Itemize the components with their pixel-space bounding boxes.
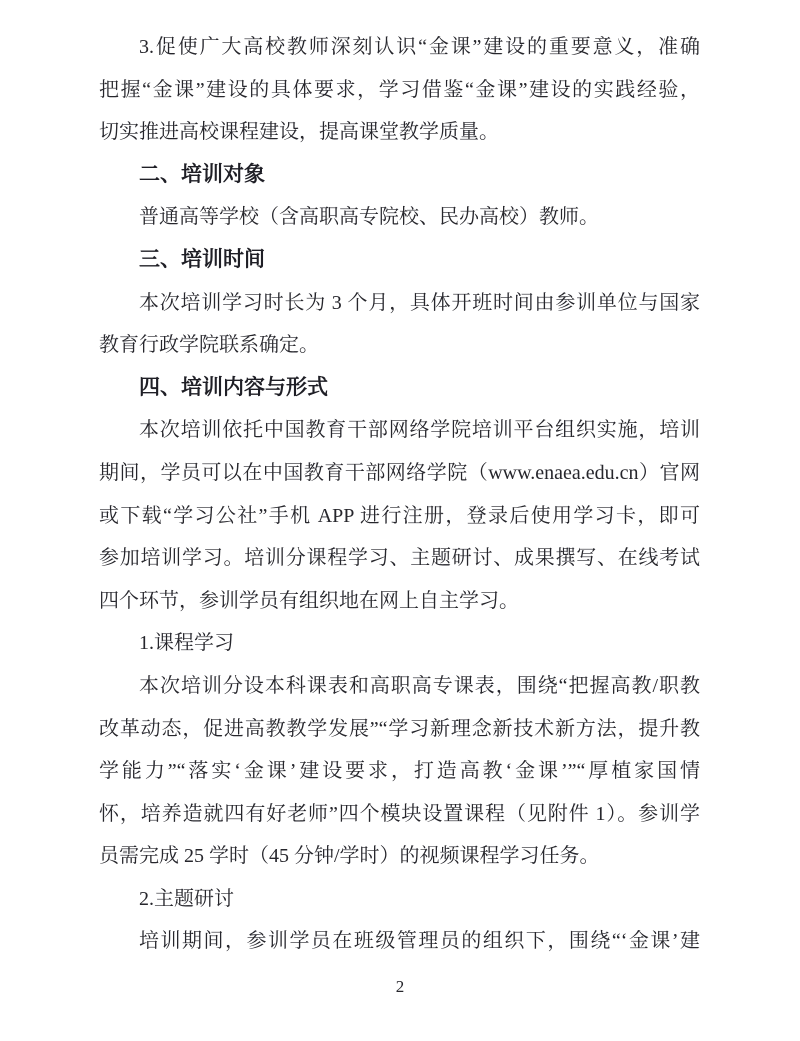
text-line: 3.促使广大高校教师深刻认识“金课”建设的重要意义，准确 <box>139 36 700 58</box>
numbered-subheading: 1.课程学习 <box>139 632 234 655</box>
paragraph <box>99 409 700 622</box>
section <box>99 239 700 282</box>
section <box>99 367 700 410</box>
paragraph <box>99 920 700 963</box>
text-line: 四个环节，参训学员有组织地在网上自主学习。 <box>99 589 519 612</box>
text-line: 本次培训分设本科课表和高职高专课表，围绕“把握高教/职教 <box>139 674 700 697</box>
paragraph <box>99 665 700 878</box>
document-content <box>99 26 700 963</box>
section-heading: 二、培训对象 <box>139 162 265 186</box>
subsection <box>99 622 700 665</box>
text-line: 改革动态，促进高教教学发展”“学习新理念新技术新方法，提升教 <box>99 717 700 740</box>
text-line: 培训期间，参训学员在班级管理员的组织下，围绕“‘金课’建 <box>139 930 700 953</box>
section-heading: 四、培训内容与形式 <box>139 375 328 399</box>
subsection <box>99 878 700 921</box>
paragraph <box>99 26 700 154</box>
numbered-subheading: 2.主题研讨 <box>139 887 234 910</box>
section <box>99 154 700 197</box>
text-line: 教育行政学院联系确定。 <box>99 334 319 357</box>
section-heading: 三、培训时间 <box>139 247 265 271</box>
page-number: 2 <box>395 977 405 996</box>
text-line: 把握“金课”建设的具体要求，学习借鉴“金课”建设的实践经验， <box>99 78 700 101</box>
paragraph <box>99 196 700 239</box>
text-line: 普通高等学校（含高职高专院校、民办高校）教师。 <box>139 206 599 229</box>
paragraph <box>99 282 700 367</box>
text-line: 本次培训依托中国教育干部网络学院培训平台组织实施，培训 <box>139 419 700 442</box>
text-line: 切实推进高校课程建设，提高课堂教学质量。 <box>99 121 499 144</box>
text-line: 本次培训学习时长为 3 个月，具体开班时间由参训单位与国家 <box>139 291 700 314</box>
text-line: 期间，学员可以在中国教育干部网络学院（www.enaea.edu.cn）官网 <box>99 461 700 484</box>
text-line: 学能力”“落实‘金课’建设要求，打造高教‘金课’”“厚植家国情 <box>99 760 700 783</box>
text-line: 员需完成 25 学时（45 分钟/学时）的视频课程学习任务。 <box>99 845 600 868</box>
text-line: 或下载“学习公社”手机 APP 进行注册，登录后使用学习卡，即可 <box>99 504 700 527</box>
text-line: 怀，培养造就四有好老师”四个模块设置课程（见附件 1）。参训学 <box>99 802 700 825</box>
text-line: 参加培训学习。培训分课程学习、主题研讨、成果撰写、在线考试 <box>99 547 700 570</box>
